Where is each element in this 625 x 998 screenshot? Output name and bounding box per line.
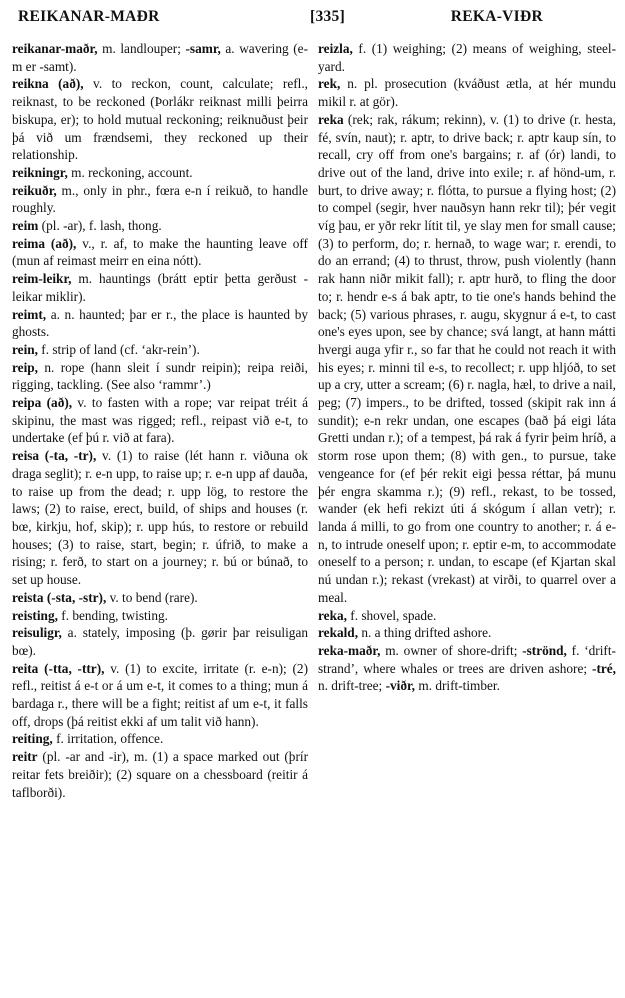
entry-headword: reitr (12, 749, 38, 765)
dictionary-entry (318, 111, 616, 607)
dictionary-entry (12, 589, 308, 607)
entry-definition: m. hauntings (brátt eptir þetta gerðust -leikar miklir). (12, 271, 308, 304)
entry-headword: reima (að), (12, 235, 77, 251)
entry-headword: reim (12, 218, 39, 234)
entry-definition: f. irritation, offence. (52, 731, 164, 747)
entry-definition: a. stately, imposing (þ. gørir þar reisuligan bœ). (12, 625, 308, 658)
entry-definition: m. drift-timber. (415, 678, 500, 694)
dictionary-entry (12, 270, 308, 305)
entry-headword: reita (-tta, -ttr), (12, 660, 105, 676)
dictionary-entry (12, 447, 308, 589)
entry-definition: f. (1) weighing; (2) means of weighing, steel-yard. (318, 41, 616, 74)
entry-headword: reizla, (318, 41, 353, 56)
entry-definition: n. drift-tree; (318, 678, 386, 694)
entry-headword: reikanar-maðr, (12, 41, 98, 56)
entry-headword: -tré, (592, 660, 616, 676)
entry-definition: v. to bend (rare). (106, 589, 198, 605)
entry-definition: v. to reckon, count, calculate; refl., reiknast, to be reckoned (Þorlákr reiknast milli þeirra biskupa, er); to hold mutual reckoning; reiknuðust þeir þá við um frændsemi, they reckoned up their relationship. (12, 76, 308, 163)
entry-headword: rein, (12, 341, 38, 357)
entry-headword: reisting, (12, 607, 58, 623)
header-left-guideword: REIKANAR-MAÐR (18, 8, 160, 25)
dictionary-entry (318, 624, 616, 642)
entry-definition: m. reckoning, account. (67, 164, 193, 180)
dictionary-entry (318, 75, 616, 110)
dictionary-entry (12, 217, 308, 235)
dictionary-entry (12, 75, 308, 164)
left-column (12, 40, 308, 992)
dictionary-entry (12, 748, 308, 801)
dictionary-entry (12, 394, 308, 447)
dictionary-entry (12, 624, 308, 659)
entry-headword: reisuligr, (12, 625, 62, 641)
dictionary-entry (318, 642, 616, 695)
entry-definition: n. a thing drifted ashore. (358, 625, 492, 641)
page-number: [335] (310, 8, 346, 25)
dictionary-entry (318, 40, 616, 75)
header-right-guideword: REKA-VIÐR (450, 8, 543, 25)
entry-headword: -strönd, (522, 642, 567, 658)
entry-headword: reipa (að), (12, 395, 73, 411)
entry-definition: f. strip of land (cf. ‘akr-rein’). (37, 341, 200, 357)
dictionary-entry (12, 730, 308, 748)
entry-definition: m., only in phr., fœra e-n í reikuð, to handle roughly. (12, 182, 308, 216)
entry-headword: reikna (að), (12, 76, 84, 92)
entry-definition: (rek; rak, rákum; rekinn), v. (1) to drive (r. hesta, fé, svín, naut); r. aptr, to drive back; r. aptr kaup sín, to recall, cry off from one's bargains; r. af (ór) landi, to drive out of the land, drive into exile; r. af hönd-um, r. burt, to drive away; r. flótta, to pursue a flying host; (2) to compel (segir, hver nauðsyn hann rekr til); þér vegit víg þau, er yðr rekr lítit til, ye slay men for small cause; (3) to perform, do; r. hernað, to wage war; r. erendi, to do an errand; (4) to thrust, throw, push violently (hann rak hann niðr mikit fall); r. aptr hurð, to fling the door to; r. hendr e-s á bak aptr, to tie one's hands behind the back; (5) various phrases, r. augu, skygnur á e-t, to cast one's eyes upon, see by chance; svá langt, at hann mátti hvergi auga yfir r., so far that he could not reach it with his eyes; r. minni til e-s, to recollect; r. upp hljóð, to set up a cry, utter a scream; (6) r. nagla, hæl, to drive a nail, peg; (7) impers., to be drifted, tossed (skipit rak inn á sundit); e-n rekr undan, one escapes (bað þá eigi láta Gretti undan r.); of a tempest, þá rak á fyrir þeim hríð, a storm rose upon them; (8) with gen., to pursue, take vengeance for (ef þér rekit eigi þessa réttar, þá munu þér engra skamma r.); (9) refl., rekast, to be tossed, wander (ek hefi rekizt úti á skógum í allan vetr); r. landa á milli, to go from one country to another; r. á e-n, to intrude oneself upon; r. eptir e-m, to accommodate oneself to a person; r. undan, to escape (ef Kjartan skal nú undan r.); rekast (vrekast) at virði, to quarrel over a meal. (318, 111, 616, 605)
dictionary-entry (12, 164, 308, 182)
entry-definition: f. bending, twisting. (57, 607, 169, 623)
entry-headword: reip, (12, 359, 38, 375)
entry-definition: v., r. af, to make the haunting leave off (mun af reimast meirr en eina nótt). (12, 235, 308, 269)
entry-definition: a. n. haunted; þar er r., the place is haunted by ghosts. (12, 306, 308, 340)
entry-headword: reiting, (12, 731, 53, 747)
entry-definition: f. shovel, spade. (346, 607, 437, 623)
entry-headword: rekald, (318, 625, 359, 641)
entry-headword: -viðr, (385, 678, 415, 694)
dictionary-entry (12, 660, 308, 731)
entry-headword: -samr, (185, 41, 221, 56)
dictionary-entry (318, 607, 616, 625)
entry-definition: m. owner of shore-drift; (380, 642, 523, 658)
entry-definition: v. (1) to excite, irritate (r. e-n); (2) refl., reitist á e-t or á um e-t, it comes to a thing; mun á bardaga r., there will be a fight; reitist af um e-t, it falls off, drops (þá reitist ekki af um talit við hann). (12, 660, 308, 729)
entry-definition: (pl. -ar and -ir), m. (1) a space marked out (þrír reitar fets breiðir); (2) square on a chessboard (reitir á taflborði). (12, 749, 308, 800)
dictionary-entry (12, 341, 308, 359)
entry-definition: v. (1) to raise (lét hann r. viðuna ok draga seglit); r. e-n upp, to raise up; r. e-n upp af dauða, to raise up from the dead; r. upp lög, to restore the laws; (2) to raise, erect, build, of ships and houses (r. bœ, kirkju, hof, skip); r. upp hús, to restore or rebuild houses; (3) to raise, start, begin; r. úfrið, to make a rising; r. ferð, to start on a journey; r. bú or búnað, to set up house. (12, 448, 308, 588)
entry-definition: n. pl. prosecution (kváðust ætla, at hér mundu mikil r. at gör). (318, 76, 616, 110)
entry-headword: reka (318, 111, 344, 127)
page-header (14, 8, 611, 32)
entry-definition: m. landlouper; (97, 41, 186, 56)
entry-definition: a. wavering (e-m er -samt). (12, 41, 308, 74)
entry-definition: (pl. -ar), f. lash, thong. (38, 218, 162, 234)
dictionary-entry (12, 607, 308, 625)
entry-headword: reka, (318, 607, 347, 623)
right-column (318, 40, 616, 992)
dictionary-entry (12, 306, 308, 341)
entry-headword: reimt, (12, 306, 47, 322)
entry-definition: f. ‘drift-strand’, where whales or trees are driven ashore; (318, 642, 616, 676)
dictionary-entry (12, 40, 308, 75)
entry-headword: reikuðr, (12, 182, 57, 198)
entry-headword: reisa (-ta, -tr), (12, 448, 97, 464)
dictionary-entry (12, 235, 308, 270)
entry-headword: reista (-sta, -str), (12, 589, 107, 605)
entry-definition: n. rope (hann sleit í sundr reipin); reipa reiði, rigging, tackling. (See also ‘rammr’.) (12, 359, 308, 393)
entry-headword: reka-maðr, (318, 642, 381, 658)
entry-definition: v. to fasten with a rope; var reipat tréit á skipinu, the mast was rigged; refl., reipast við e-t, to undertake (ef þú r. við at fara). (12, 395, 308, 446)
dictionary-entry (12, 359, 308, 394)
entry-headword: rek, (318, 76, 341, 92)
entry-headword: reikningr, (12, 164, 68, 180)
entry-headword: reim-leikr, (12, 271, 72, 287)
dictionary-entry (12, 182, 308, 217)
